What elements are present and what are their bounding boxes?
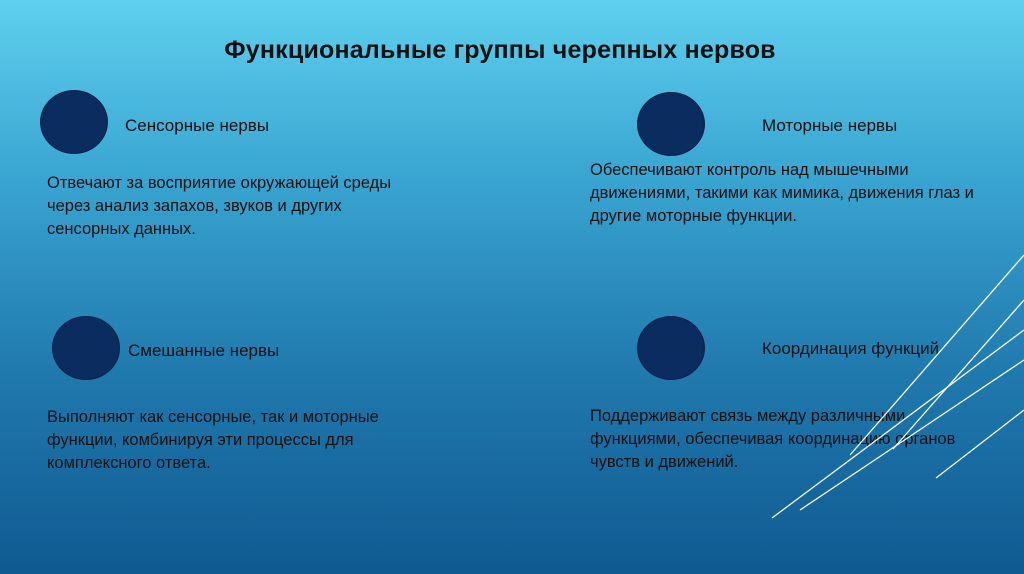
description-sensory-nerves: Отвечают за восприятие окружающей среды через анализ запахов, звуков и других сенсорных данных. xyxy=(47,174,392,238)
heading-motor-nerves: Моторные нервы xyxy=(762,116,898,135)
circle-bullet-coordination xyxy=(637,316,705,380)
heading-mixed-nerves: Смешанные нервы xyxy=(128,341,280,360)
circle-bullet-mixed xyxy=(52,316,120,380)
heading-coordination: Координация функций xyxy=(762,339,940,358)
heading-sensory-nerves: Сенсорные нервы xyxy=(125,116,270,135)
circle-bullet-sensory xyxy=(40,90,108,154)
description-coordination: Поддерживают связь между различными функциями, обеспечивая координацию органов чувств и движений. xyxy=(590,407,956,471)
circle-bullet-motor xyxy=(637,92,705,156)
description-motor-nerves: Обеспечивают контроль над мышечными движениями, такими как мимика, движения глаз и другие моторные функции. xyxy=(590,161,974,225)
description-mixed-nerves: Выполняют как сенсорные, так и моторные функции, комбинируя эти процессы для комплексного ответа. xyxy=(47,408,379,472)
slide-title: Функциональные группы черепных нервов xyxy=(224,36,776,64)
